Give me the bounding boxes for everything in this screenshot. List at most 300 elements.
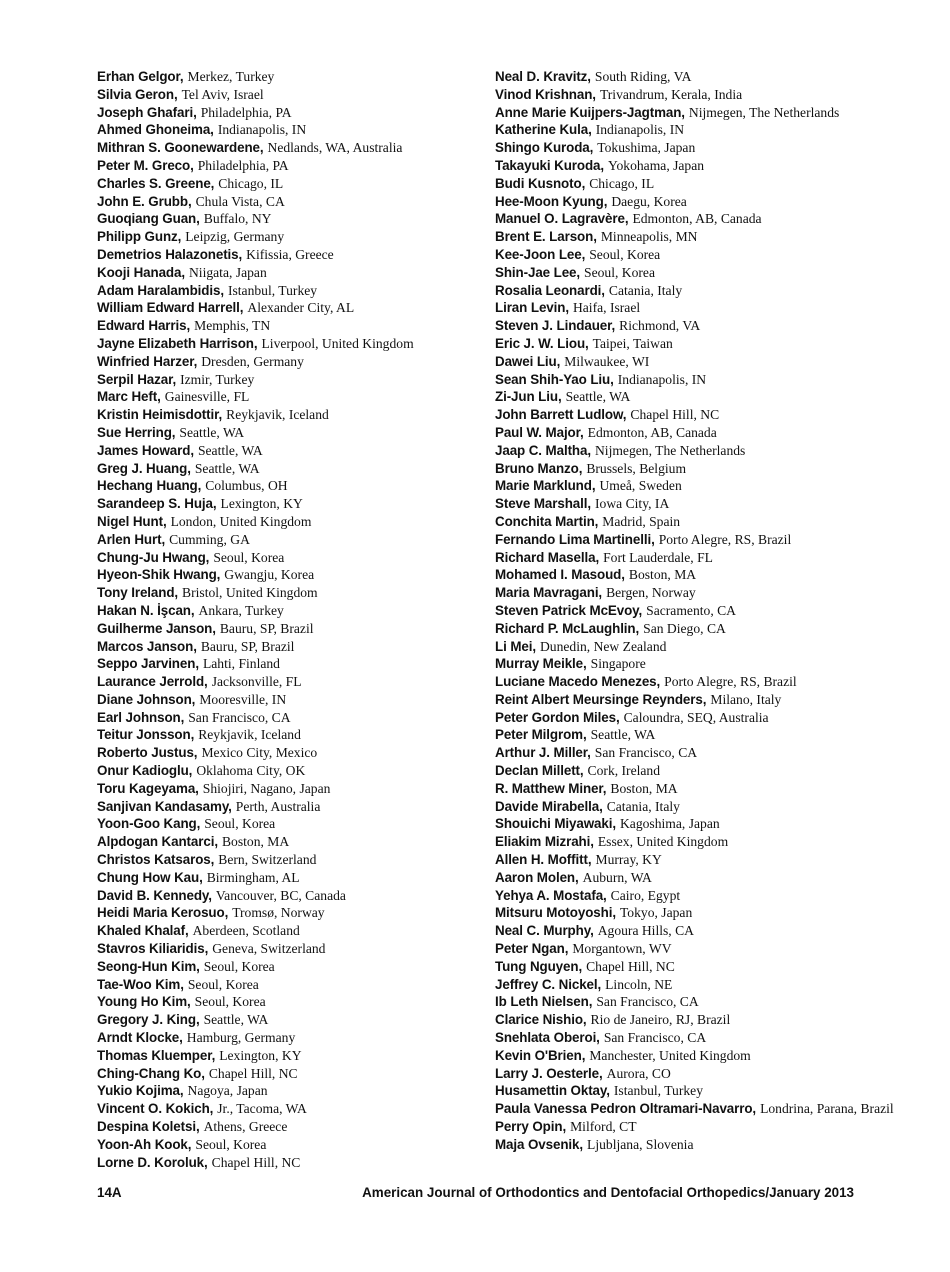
reviewer-location: Ankara, Turkey <box>198 602 284 618</box>
reviewer-location: Haifa, Israel <box>572 300 641 316</box>
reviewer-name: Eric J. W. Liou, <box>495 335 589 351</box>
reviewer-location: Seattle, WA <box>179 424 245 440</box>
reviewer-location: Trivandrum, Kerala, India <box>599 86 743 102</box>
reviewer-entry <box>97 869 517 887</box>
reviewer-location: Milford, CT <box>570 1119 637 1135</box>
reviewer-location: Chapel Hill, NC <box>211 1154 301 1170</box>
reviewer-location: Jacksonville, FL <box>211 674 302 690</box>
reviewer-entry <box>495 709 895 727</box>
reviewer-entry <box>97 460 517 478</box>
reviewer-name: Nigel Hunt, <box>97 513 167 529</box>
reviewer-location: Izmir, Turkey <box>180 371 255 387</box>
reviewer-name: Richard Masella, <box>495 549 600 565</box>
reviewer-location: Bristol, United Kingdom <box>182 585 318 601</box>
reviewer-name: Fernando Lima Martinelli, <box>495 531 655 547</box>
reviewer-entry <box>495 424 895 442</box>
reviewer-entry <box>495 371 895 389</box>
reviewer-name: Maja Ovsenik, <box>495 1136 584 1152</box>
reviewer-name: Adam Haralambidis, <box>97 282 224 298</box>
reviewer-entry <box>97 815 517 833</box>
reviewer-entry <box>97 976 517 994</box>
reviewer-location: Memphis, TN <box>194 318 271 334</box>
reviewer-location: Seattle, WA <box>194 460 260 476</box>
reviewer-location: Reykjavik, Iceland <box>226 407 329 423</box>
reviewer-entry <box>495 584 895 602</box>
reviewer-location: Buffalo, NY <box>203 211 272 227</box>
reviewer-location: Milano, Italy <box>710 691 782 707</box>
reviewer-name: Aaron Molen, <box>495 869 579 885</box>
reviewer-entry <box>495 282 895 300</box>
reviewer-location: Madrid, Spain <box>602 513 681 529</box>
reviewer-location: Indianapolis, IN <box>595 122 685 138</box>
reviewer-entry <box>495 210 895 228</box>
reviewer-entry <box>495 1136 895 1154</box>
reviewer-name: Brent E. Larson, <box>495 229 597 245</box>
reviewer-location: Richmond, VA <box>619 318 701 334</box>
reviewer-entry <box>97 388 517 406</box>
reviewer-entry <box>97 513 517 531</box>
reviewer-entry <box>495 139 895 157</box>
reviewer-entry <box>495 335 895 353</box>
reviewer-entry <box>97 833 517 851</box>
reviewer-name: Tae-Woo Kim, <box>97 976 184 992</box>
reviewer-entry <box>495 1100 895 1118</box>
reviewer-entry <box>97 673 517 691</box>
reviewer-name: Seong-Hun Kim, <box>97 958 200 974</box>
reviewer-entry <box>97 424 517 442</box>
reviewer-name: Katherine Kula, <box>495 122 592 138</box>
reviewer-entry <box>97 638 517 656</box>
reviewer-name: Hakan N. İşcan, <box>97 602 195 618</box>
reviewer-name: Hyeon-Shik Hwang, <box>97 567 221 583</box>
reviewer-entry <box>495 833 895 851</box>
reviewer-location: Brussels, Belgium <box>586 460 687 476</box>
reviewer-location: Philadelphia, PA <box>200 104 292 120</box>
reviewer-name: Greg J. Huang, <box>97 460 191 476</box>
reviewer-entry <box>495 976 895 994</box>
reviewer-name: Diane Johnson, <box>97 691 196 707</box>
reviewer-name: Paul W. Major, <box>495 424 584 440</box>
reviewer-name: Yoon-Goo Kang, <box>97 816 201 832</box>
reviewer-name: Charles S. Greene, <box>97 175 215 191</box>
reviewer-entry <box>495 958 895 976</box>
reviewer-entry <box>97 1136 517 1154</box>
reviewer-location: Murray, KY <box>595 852 662 868</box>
reviewer-name: Shingo Kuroda, <box>495 140 594 156</box>
reviewer-entry <box>495 1082 895 1100</box>
reviewer-location: Kagoshima, Japan <box>619 816 720 832</box>
reviewer-name: Conchita Martin, <box>495 513 599 529</box>
reviewer-column-right <box>495 68 895 1154</box>
reviewer-entry <box>495 228 895 246</box>
reviewer-name: Larry J. Oesterle, <box>495 1065 603 1081</box>
reviewer-entry <box>495 798 895 816</box>
reviewer-name: Kristin Heimisdottir, <box>97 407 223 423</box>
reviewer-location: Singapore <box>590 656 646 672</box>
reviewer-location: Seoul, Korea <box>203 958 275 974</box>
reviewer-location: San Francisco, CA <box>188 709 291 725</box>
reviewer-name: Winfried Harzer, <box>97 353 198 369</box>
reviewer-name: Earl Johnson, <box>97 709 185 725</box>
reviewer-location: Seoul, Korea <box>187 976 259 992</box>
reviewer-location: Edmonton, AB, Canada <box>632 211 762 227</box>
reviewer-entry <box>97 655 517 673</box>
reviewer-location: Seoul, Korea <box>204 816 276 832</box>
reviewer-location: Chapel Hill, NC <box>630 407 720 423</box>
reviewer-location: Morgantown, WV <box>572 941 672 957</box>
reviewer-name: Ching-Chang Ko, <box>97 1065 205 1081</box>
reviewer-name: Husamettin Oktay, <box>495 1083 610 1099</box>
reviewer-location: Agoura Hills, CA <box>597 923 694 939</box>
reviewer-location: Indianapolis, IN <box>217 122 307 138</box>
reviewer-name: Christos Katsaros, <box>97 852 215 868</box>
reviewer-name: Bruno Manzo, <box>495 460 583 476</box>
reviewer-entry <box>97 495 517 513</box>
reviewer-name: Sanjivan Kandasamy, <box>97 798 232 814</box>
reviewer-name: Stavros Kiliaridis, <box>97 941 209 957</box>
reviewer-location: Bergen, Norway <box>606 585 696 601</box>
reviewer-location: Catania, Italy <box>608 282 683 298</box>
reviewer-name: Hee-Moon Kyung, <box>495 193 608 209</box>
reviewer-entry <box>495 299 895 317</box>
reviewer-entry <box>495 566 895 584</box>
reviewer-name: Arlen Hurt, <box>97 531 166 547</box>
reviewer-name: Chung How Kau, <box>97 869 203 885</box>
reviewer-location: Shiojiri, Nagano, Japan <box>202 780 331 796</box>
reviewer-location: Istanbul, Turkey <box>227 282 318 298</box>
reviewer-location: Chicago, IL <box>218 175 284 191</box>
reviewer-entry <box>97 940 517 958</box>
reviewer-entry <box>97 371 517 389</box>
reviewer-entry <box>97 264 517 282</box>
reviewer-entry <box>97 442 517 460</box>
reviewer-name: Erhan Gelgor, <box>97 69 184 84</box>
reviewer-entry <box>97 904 517 922</box>
reviewer-entry <box>97 602 517 620</box>
reviewer-location: Bauru, SP, Brazil <box>200 638 295 654</box>
reviewer-entry <box>97 335 517 353</box>
reviewer-entry <box>97 1154 517 1172</box>
reviewer-entry <box>97 68 517 86</box>
reviewer-name: Vincent O. Kokich, <box>97 1101 214 1117</box>
reviewer-location: Seattle, WA <box>590 727 656 743</box>
reviewer-location: Leipzig, Germany <box>185 229 285 245</box>
reviewer-location: Geneva, Switzerland <box>212 941 326 957</box>
reviewer-location: Chicago, IL <box>589 175 655 191</box>
reviewer-location: Oklahoma City, OK <box>196 763 306 779</box>
reviewer-entry <box>495 175 895 193</box>
reviewer-name: Anne Marie Kuijpers-Jagtman, <box>495 104 685 120</box>
reviewer-location: Yokohama, Japan <box>608 157 705 173</box>
reviewer-entry <box>495 513 895 531</box>
reviewer-entry <box>97 798 517 816</box>
reviewer-name: Arndt Klocke, <box>97 1030 183 1046</box>
reviewer-location: Mexico City, Mexico <box>201 745 318 761</box>
reviewer-location: Aberdeen, Scotland <box>192 923 300 939</box>
reviewer-location: Umeå, Sweden <box>599 478 682 494</box>
reviewer-entry <box>495 1047 895 1065</box>
reviewer-entry <box>495 442 895 460</box>
reviewer-name: Zi-Jun Liu, <box>495 389 562 405</box>
reviewer-name: Li Mei, <box>495 638 536 654</box>
reviewer-name: Reint Albert Meursinge Reynders, <box>495 691 707 707</box>
reviewer-entry <box>495 121 895 139</box>
reviewer-entry <box>97 726 517 744</box>
reviewer-entry <box>97 709 517 727</box>
reviewer-entry <box>495 193 895 211</box>
reviewer-name: Yukio Kojima, <box>97 1083 184 1099</box>
reviewer-location: Perth, Australia <box>235 798 321 814</box>
reviewer-name: Shin-Jae Lee, <box>495 264 581 280</box>
reviewer-location: Lexington, KY <box>219 1047 302 1063</box>
reviewer-name: Peter Gordon Miles, <box>495 709 620 725</box>
reviewer-name: Guilherme Janson, <box>97 620 216 636</box>
reviewer-name: Heidi Maria Kerosuo, <box>97 905 229 921</box>
reviewer-location: Seoul, Korea <box>194 994 266 1010</box>
reviewer-name: Murray Meikle, <box>495 656 587 672</box>
reviewer-location: Chula Vista, CA <box>195 193 285 209</box>
reviewer-name: Takayuki Kuroda, <box>495 157 605 173</box>
reviewer-location: Jr., Tacoma, WA <box>217 1101 307 1117</box>
reviewer-location: Gwangju, Korea <box>224 567 315 583</box>
reviewer-entry <box>97 1082 517 1100</box>
reviewer-entry <box>97 549 517 567</box>
reviewer-location: Iowa City, IA <box>595 496 670 512</box>
reviewer-name: Edward Harris, <box>97 318 191 334</box>
reviewer-location: Nagoya, Japan <box>187 1083 268 1099</box>
reviewer-name: Chung-Ju Hwang, <box>97 549 210 565</box>
reviewer-name: Neal D. Kravitz, <box>495 69 591 84</box>
reviewer-name: Marie Marklund, <box>495 478 596 494</box>
reviewer-name: Serpil Hazar, <box>97 371 177 387</box>
reviewer-location: Nedlands, WA, Australia <box>267 140 403 156</box>
reviewer-location: Tel Aviv, Israel <box>181 86 264 102</box>
reviewer-location: Lexington, KY <box>220 496 303 512</box>
reviewer-location: Boston, MA <box>628 567 697 583</box>
reviewer-entry <box>97 620 517 638</box>
reviewer-name: Marcos Janson, <box>97 638 197 654</box>
reviewer-name: Thomas Kluemper, <box>97 1047 216 1063</box>
reviewer-column-left <box>97 68 517 1171</box>
reviewer-name: Alpdogan Kantarci, <box>97 834 218 850</box>
reviewer-entry <box>495 460 895 478</box>
reviewer-name: Young Ho Kim, <box>97 994 191 1010</box>
reviewer-name: Allen H. Moffitt, <box>495 852 592 868</box>
reviewer-name: Maria Mavragani, <box>495 585 603 601</box>
reviewer-entry <box>495 68 895 86</box>
reviewer-entry <box>495 673 895 691</box>
reviewer-entry <box>97 299 517 317</box>
reviewer-name: Neal C. Murphy, <box>495 923 594 939</box>
reviewer-name: Ahmed Ghoneima, <box>97 122 214 138</box>
reviewer-entry <box>97 780 517 798</box>
reviewer-name: Tony Ireland, <box>97 585 179 601</box>
reviewer-entry <box>97 887 517 905</box>
reviewer-name: Sarandeep S. Huja, <box>97 496 217 512</box>
reviewer-location: Seattle, WA <box>203 1012 269 1028</box>
reviewer-entry <box>495 922 895 940</box>
reviewer-location: San Francisco, CA <box>603 1030 707 1046</box>
reviewer-entry <box>495 993 895 1011</box>
reviewer-location: Cork, Ireland <box>587 763 661 779</box>
reviewer-name: Mithran S. Goonewardene, <box>97 140 264 156</box>
reviewer-name: Vinod Krishnan, <box>495 86 596 102</box>
reviewer-location: Manchester, United Kingdom <box>589 1047 751 1063</box>
journal-title: American Journal of Orthodontics and Dentofacial Orthopedics/January 2013 <box>362 1185 854 1200</box>
reviewer-name: Budi Kusnoto, <box>495 175 586 191</box>
reviewer-location: Catania, Italy <box>606 798 680 814</box>
reviewer-name: Sean Shih-Yao Liu, <box>495 371 614 387</box>
reviewer-location: Fort Lauderdale, FL <box>603 549 713 565</box>
reviewer-location: Philadelphia, PA <box>197 157 289 173</box>
reviewer-name: Jaap C. Maltha, <box>495 442 591 458</box>
reviewer-name: Kevin O'Brien, <box>495 1047 586 1063</box>
reviewer-entry <box>495 264 895 282</box>
reviewer-location: Lahti, Finland <box>202 656 280 672</box>
reviewer-name: Gregory J. King, <box>97 1012 200 1028</box>
reviewer-location: South Riding, VA <box>594 69 692 84</box>
reviewer-name: Declan Millett, <box>495 763 584 779</box>
reviewer-name: James Howard, <box>97 442 194 458</box>
reviewer-name: Hechang Huang, <box>97 478 202 494</box>
reviewer-location: Caloundra, SEQ, Australia <box>623 709 769 725</box>
reviewer-name: Laurance Jerrold, <box>97 674 208 690</box>
reviewer-name: Steven J. Lindauer, <box>495 318 616 334</box>
reviewer-name: John E. Grubb, <box>97 193 192 209</box>
reviewer-name: Yehya A. Mostafa, <box>495 887 607 903</box>
reviewer-entry <box>97 228 517 246</box>
reviewer-entry <box>97 958 517 976</box>
reviewer-entry <box>495 1118 895 1136</box>
reviewer-name: Paula Vanessa Pedron Oltramari-Navarro, <box>495 1101 757 1117</box>
reviewer-location: Hamburg, Germany <box>186 1030 296 1046</box>
reviewer-location: Chapel Hill, NC <box>208 1065 298 1081</box>
reviewer-entry <box>495 780 895 798</box>
reviewer-entry <box>97 851 517 869</box>
reviewer-name: Clarice Nishio, <box>495 1012 587 1028</box>
reviewer-entry <box>97 210 517 228</box>
reviewer-name: Richard P. McLaughlin, <box>495 620 640 636</box>
reviewer-name: Shouichi Miyawaki, <box>495 816 616 832</box>
reviewer-entry <box>495 762 895 780</box>
reviewer-location: Sacramento, CA <box>646 602 737 618</box>
reviewer-location: Porto Alegre, RS, Brazil <box>664 674 797 690</box>
reviewer-name: Demetrios Halazonetis, <box>97 246 243 262</box>
reviewer-location: Indianapolis, IN <box>617 371 707 387</box>
reviewer-entry <box>495 477 895 495</box>
reviewer-location: Porto Alegre, RS, Brazil <box>658 531 792 547</box>
reviewer-name: Arthur J. Miller, <box>495 745 591 761</box>
reviewer-entry <box>495 406 895 424</box>
reviewer-entry <box>97 157 517 175</box>
reviewer-entry <box>97 1011 517 1029</box>
reviewer-entry <box>495 353 895 371</box>
reviewer-name: Mohamed I. Masoud, <box>495 567 625 583</box>
reviewer-name: Davide Mirabella, <box>495 798 603 814</box>
reviewer-location: Vancouver, BC, Canada <box>215 887 346 903</box>
reviewer-entry <box>495 157 895 175</box>
reviewer-location: Aurora, CO <box>606 1065 671 1081</box>
reviewer-name: Steve Marshall, <box>495 496 592 512</box>
reviewer-name: Ib Leth Nielsen, <box>495 994 593 1010</box>
reviewer-location: Boston, MA <box>610 780 678 796</box>
reviewer-entry <box>495 744 895 762</box>
reviewer-location: Seattle, WA <box>565 389 631 405</box>
reviewer-name: Silvia Geron, <box>97 86 178 102</box>
reviewer-location: Dresden, Germany <box>201 353 304 369</box>
reviewer-name: Snehlata Oberoi, <box>495 1030 600 1046</box>
reviewer-entry <box>495 388 895 406</box>
reviewer-location: Columbus, OH <box>205 478 288 494</box>
reviewer-entry <box>495 495 895 513</box>
reviewer-name: John Barrett Ludlow, <box>495 407 627 423</box>
reviewer-entry <box>495 726 895 744</box>
reviewer-location: Seoul, Korea <box>195 1136 267 1152</box>
reviewer-location: Athens, Greece <box>203 1119 288 1135</box>
reviewer-entry <box>97 104 517 122</box>
reviewer-entry <box>495 531 895 549</box>
reviewer-entry <box>97 1047 517 1065</box>
reviewer-name: Peter Milgrom, <box>495 727 587 743</box>
reviewer-location: Istanbul, Turkey <box>613 1083 704 1099</box>
reviewer-entry <box>495 549 895 567</box>
reviewer-location: Tromsø, Norway <box>232 905 325 921</box>
reviewer-entry <box>97 1065 517 1083</box>
reviewer-location: Seoul, Korea <box>584 264 656 280</box>
reviewer-name: Sue Herring, <box>97 424 176 440</box>
reviewer-name: Kooji Hanada, <box>97 264 185 280</box>
reviewer-location: Alexander City, AL <box>247 300 355 316</box>
reviewer-location: Minneapolis, MN <box>600 229 698 245</box>
reviewer-name: Roberto Justus, <box>97 745 198 761</box>
reviewer-entry <box>97 531 517 549</box>
reviewer-location: San Diego, CA <box>643 620 726 636</box>
reviewer-location: Cairo, Egypt <box>610 887 681 903</box>
reviewer-entry <box>97 1118 517 1136</box>
reviewer-name: Onur Kadioglu, <box>97 763 193 779</box>
reviewer-location: Seattle, WA <box>197 442 263 458</box>
reviewer-entry <box>495 869 895 887</box>
reviewer-name: Khaled Khalaf, <box>97 923 189 939</box>
reviewer-entry <box>495 86 895 104</box>
reviewer-location: Chapel Hill, NC <box>586 958 675 974</box>
reviewer-location: Tokushima, Japan <box>597 140 696 156</box>
reviewer-entry <box>97 922 517 940</box>
reviewer-name: R. Matthew Miner, <box>495 780 607 796</box>
reviewer-location: Auburn, WA <box>582 869 652 885</box>
reviewer-name: Dawei Liu, <box>495 353 561 369</box>
reviewer-location: Londrina, Parana, Brazil <box>760 1101 894 1117</box>
reviewer-name: Manuel O. Lagravère, <box>495 211 629 227</box>
reviewer-location: Bern, Switzerland <box>218 852 317 868</box>
reviewer-location: Reykjavik, Iceland <box>198 727 301 743</box>
reviewer-location: Boston, MA <box>221 834 290 850</box>
reviewer-entry <box>495 1029 895 1047</box>
reviewer-entry <box>495 1011 895 1029</box>
reviewer-entry <box>97 86 517 104</box>
reviewer-name: Kee-Joon Lee, <box>495 246 586 262</box>
reviewer-entry <box>495 851 895 869</box>
reviewer-entry <box>495 887 895 905</box>
reviewer-location: San Francisco, CA <box>596 994 699 1010</box>
reviewer-name: Steven Patrick McEvoy, <box>495 602 643 618</box>
reviewer-entry <box>495 602 895 620</box>
reviewer-name: Despina Koletsi, <box>97 1119 200 1135</box>
reviewer-location: Birmingham, AL <box>206 869 300 885</box>
reviewer-location: Cumming, GA <box>169 531 250 547</box>
reviewer-entry <box>97 1029 517 1047</box>
reviewer-name: Joseph Ghafari, <box>97 104 197 120</box>
